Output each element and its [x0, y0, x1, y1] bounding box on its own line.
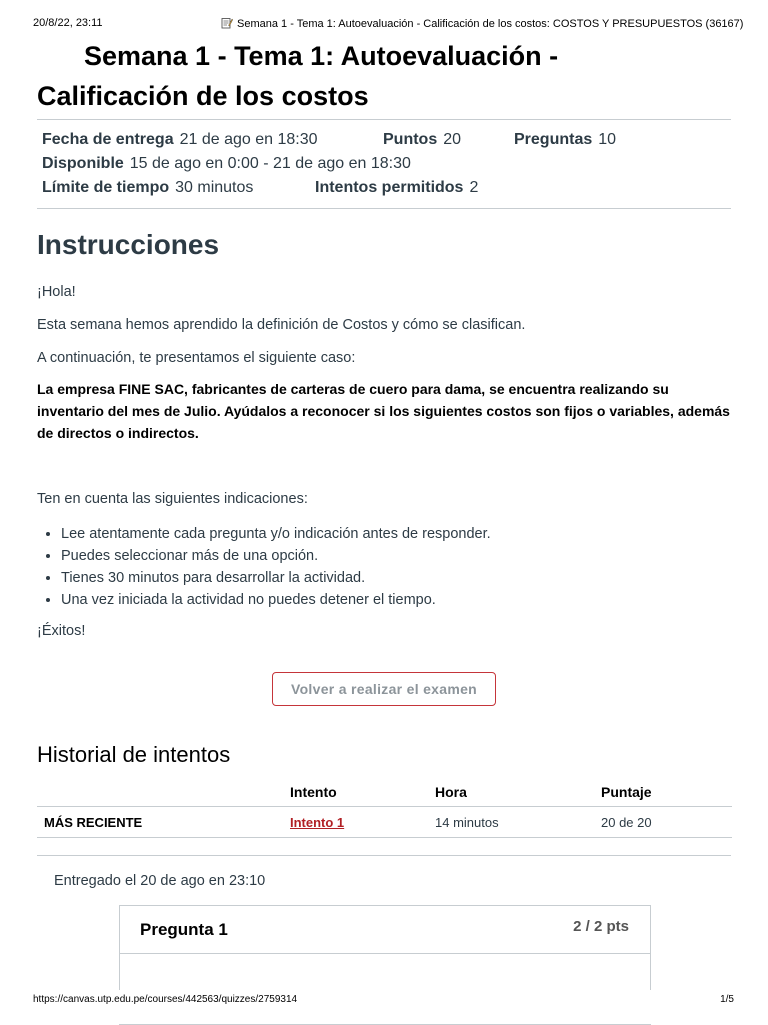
- retake-quiz-button[interactable]: Volver a realizar el examen: [272, 672, 496, 706]
- availability-value: 15 de ago en 0:00 - 21 de ago en 18:30: [129, 155, 411, 172]
- questions-count: [514, 131, 616, 149]
- instructions-closing: ¡Éxitos!: [37, 623, 86, 639]
- due-date: [42, 131, 318, 149]
- due-date-value: 21 de ago en 18:30: [179, 131, 318, 148]
- print-document-title-text: Semana 1 - Tema 1: Autoevaluación - Calificación de los costos: COSTOS Y PRESUPUESTOS (36167): [237, 18, 744, 30]
- allowed-attempts-label: Intentos permitidos: [315, 179, 464, 196]
- points-value: 20: [443, 131, 462, 148]
- points-label: Puntos: [383, 131, 438, 148]
- print-header: [33, 17, 744, 33]
- most-recent-label: MÁS RECIENTE: [37, 807, 283, 838]
- submission-date: Entregado el 20 de ago en 23:10: [54, 873, 266, 889]
- details-top-divider: [37, 119, 731, 120]
- indication-item: • Una vez iniciada la actividad no puedes detener el tiempo.: [61, 589, 491, 611]
- table-row: [37, 807, 732, 838]
- question-header: [120, 906, 650, 954]
- availability: [42, 155, 411, 173]
- print-document-title: [221, 17, 743, 30]
- column-header-label: [37, 778, 283, 807]
- questions-label: Preguntas: [514, 131, 593, 148]
- column-header-score: Puntaje: [594, 778, 732, 807]
- print-footer-page-number: 1/5: [720, 994, 734, 1005]
- print-footer-url: https://canvas.utp.edu.pe/courses/442563/quizzes/2759314: [33, 994, 298, 1005]
- instructions-intro: Esta semana hemos aprendido la definición de Costos y cómo se clasifican.: [37, 317, 526, 333]
- indication-item: • Puedes seleccionar más de una opción.: [61, 545, 491, 567]
- instructions-case-text: La empresa FINE SAC, fabricantes de carteras de cuero para dama, se encuentra realizando su inventario del mes de Julio. Ayúdalos a reconocer si los siguientes costos son fijos o variables, además de directos o indirectos.: [37, 381, 730, 441]
- instructions-greeting: ¡Hola!: [37, 284, 76, 300]
- questions-value: 10: [598, 131, 617, 148]
- question-title: Pregunta 1: [140, 920, 228, 939]
- attempt-link[interactable]: Intento 1: [290, 814, 345, 830]
- attempt-history-heading: Historial de intentos: [37, 742, 231, 767]
- time-cell: 14 minutos: [428, 807, 594, 838]
- table-header-row: [37, 778, 732, 807]
- page-title: [37, 36, 737, 116]
- allowed-attempts: [315, 179, 478, 197]
- score-cell: 20 de 20: [594, 807, 732, 838]
- time-limit-value: 30 minutos: [175, 179, 254, 196]
- due-date-label: Fecha de entrega: [42, 131, 174, 148]
- points: [383, 131, 461, 149]
- attempt-cell: [283, 807, 428, 838]
- availability-label: Disponible: [42, 155, 124, 172]
- question-points: 2 / 2 pts: [573, 918, 629, 935]
- column-header-time: Hora: [428, 778, 594, 807]
- instructions-indications-intro: Ten en cuenta las siguientes indicaciones:: [37, 491, 308, 507]
- page-title-line-2: Calificación de los costos: [37, 81, 369, 111]
- quiz-document-icon: [221, 17, 233, 29]
- indication-item: • Tienes 30 minutos para desarrollar la actividad.: [61, 567, 491, 589]
- indication-item: • Lee atentamente cada pregunta y/o indicación antes de responder.: [61, 523, 491, 545]
- allowed-attempts-value: 2: [469, 179, 479, 196]
- instructions-heading: Instrucciones: [37, 229, 220, 260]
- indications-list: [37, 523, 491, 611]
- submission-divider: [37, 855, 731, 856]
- page-title-line-1: Semana 1 - Tema 1: Autoevaluación -: [84, 41, 559, 71]
- column-header-attempt: Intento: [283, 778, 428, 807]
- details-bottom-divider: [37, 208, 731, 209]
- attempt-history-table: [37, 778, 732, 838]
- instructions-case-intro: A continuación, te presentamos el siguiente caso:: [37, 350, 356, 366]
- time-limit: [42, 179, 253, 197]
- time-limit-label: Límite de tiempo: [42, 179, 170, 196]
- print-date: 20/8/22, 23:11: [33, 17, 103, 29]
